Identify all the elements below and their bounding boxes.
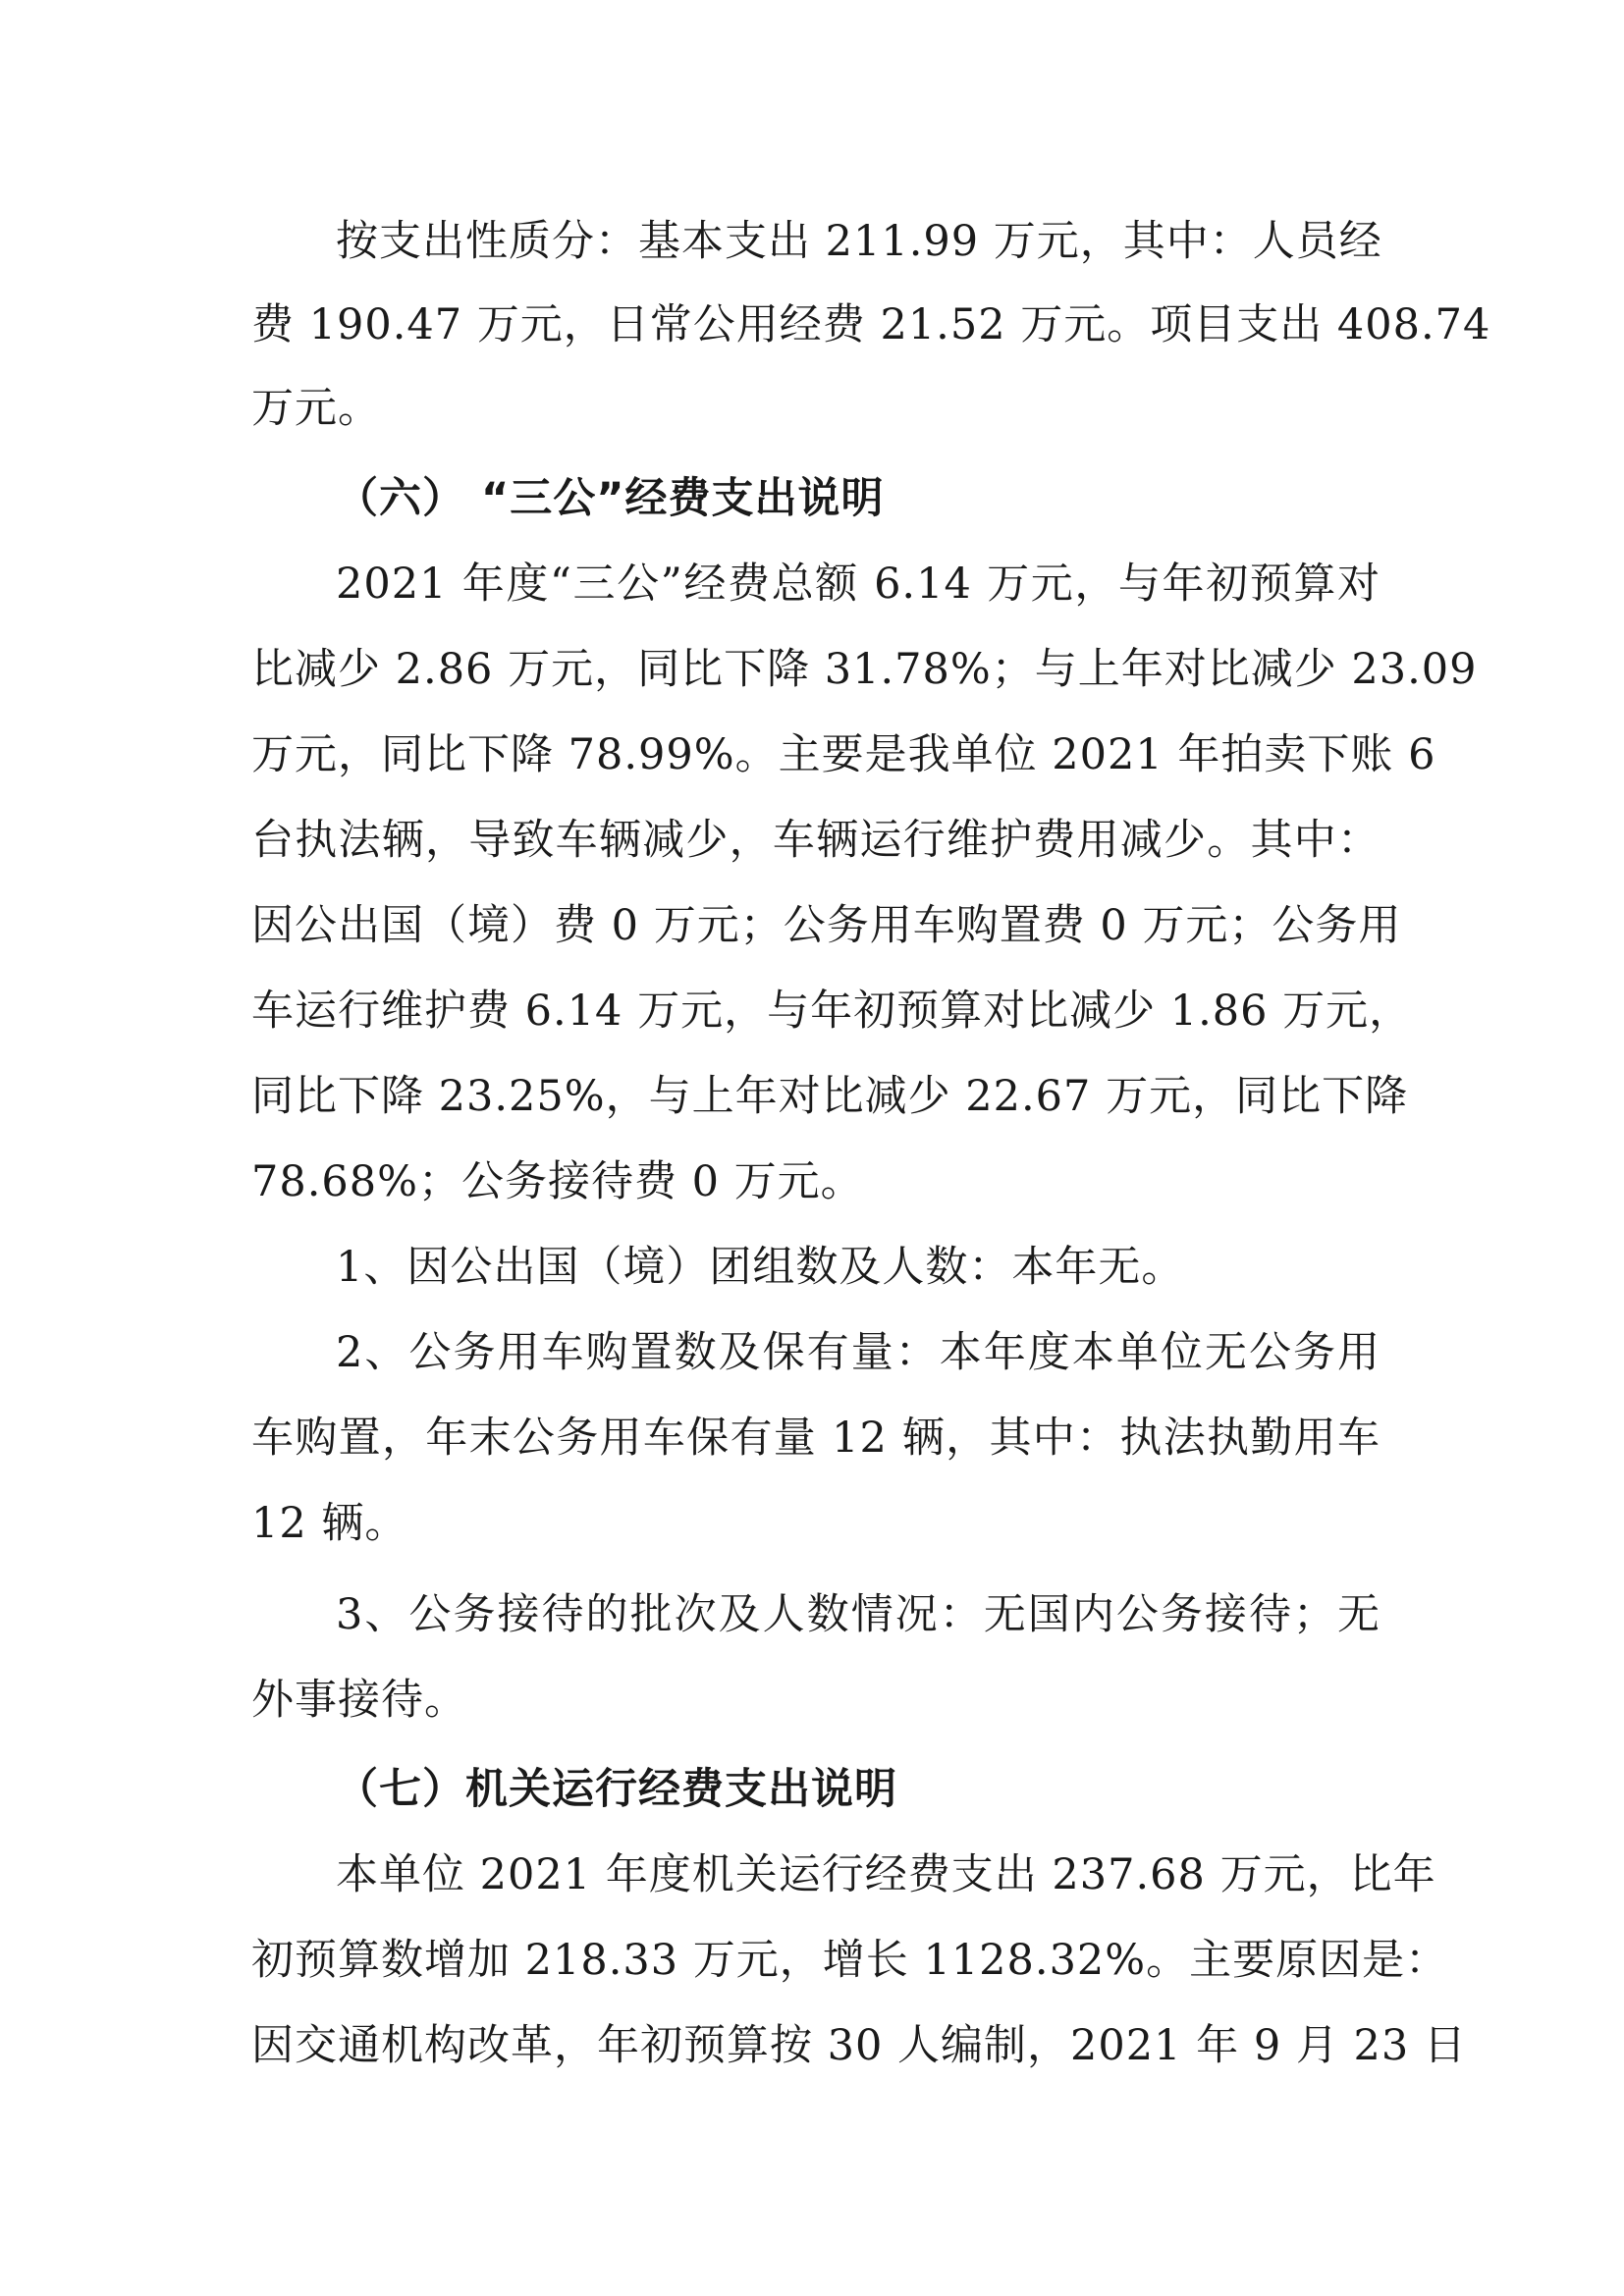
paragraph-line: 比减少 2.86 万元，同比下降 31.78%；与上年对比减少 23.09 <box>251 645 1478 694</box>
paragraph-line: 万元，同比下降 78.99%。主要是我单位 2021 年拍卖下账 6 <box>251 730 1436 779</box>
paragraph-line: 外事接待。 <box>251 1676 467 1725</box>
paragraph-line: 台执法辆，导致车辆减少，车辆运行维护费用减少。其中： <box>251 816 1380 865</box>
paragraph-line: 78.68%；公务接待费 0 万元。 <box>251 1157 864 1206</box>
paragraph-line: 初预算数增加 218.33 万元，增长 1128.32%。主要原因是： <box>251 1936 1449 1985</box>
paragraph-line: 12 辆。 <box>251 1499 408 1548</box>
paragraph-line: 本单位 2021 年度机关运行经费支出 237.68 万元，比年 <box>336 1850 1436 1899</box>
paragraph-line: 万元。 <box>251 384 381 433</box>
paragraph-line: 因公出国（境）费 0 万元；公务用车购置费 0 万元；公务用 <box>251 901 1402 950</box>
paragraph-line: 因交通机构改革，年初预算按 30 人编制，2021 年 9 月 23 日 <box>251 2021 1467 2070</box>
paragraph-line: 2021 年度“三公”经费总额 6.14 万元，与年初预算对 <box>336 560 1380 609</box>
paragraph-line: 费 190.47 万元，日常公用经费 21.52 万元。项目支出 408.74 <box>251 300 1491 349</box>
section-heading-six: （六） “三公”经费支出说明 <box>336 474 885 523</box>
paragraph-line: 车购置，年末公务用车保有量 12 辆，其中：执法执勤用车 <box>251 1414 1380 1463</box>
paragraph-line: 车运行维护费 6.14 万元，与年初预算对比减少 1.86 万元， <box>251 987 1413 1036</box>
paragraph-line: 同比下降 23.25%，与上年对比减少 22.67 万元，同比下降 <box>251 1072 1409 1121</box>
list-item-2: 2、公务用车购置数及保有量：本年度本单位无公务用 <box>336 1328 1380 1377</box>
list-item-3: 3、公务接待的批次及人数情况：无国内公务接待；无 <box>336 1590 1380 1639</box>
list-item-1: 1、因公出国（境）团组数及人数：本年无。 <box>336 1243 1185 1292</box>
paragraph-line: 按支出性质分：基本支出 211.99 万元，其中：人员经 <box>336 217 1382 266</box>
section-heading-seven: （七）机关运行经费支出说明 <box>336 1765 897 1814</box>
